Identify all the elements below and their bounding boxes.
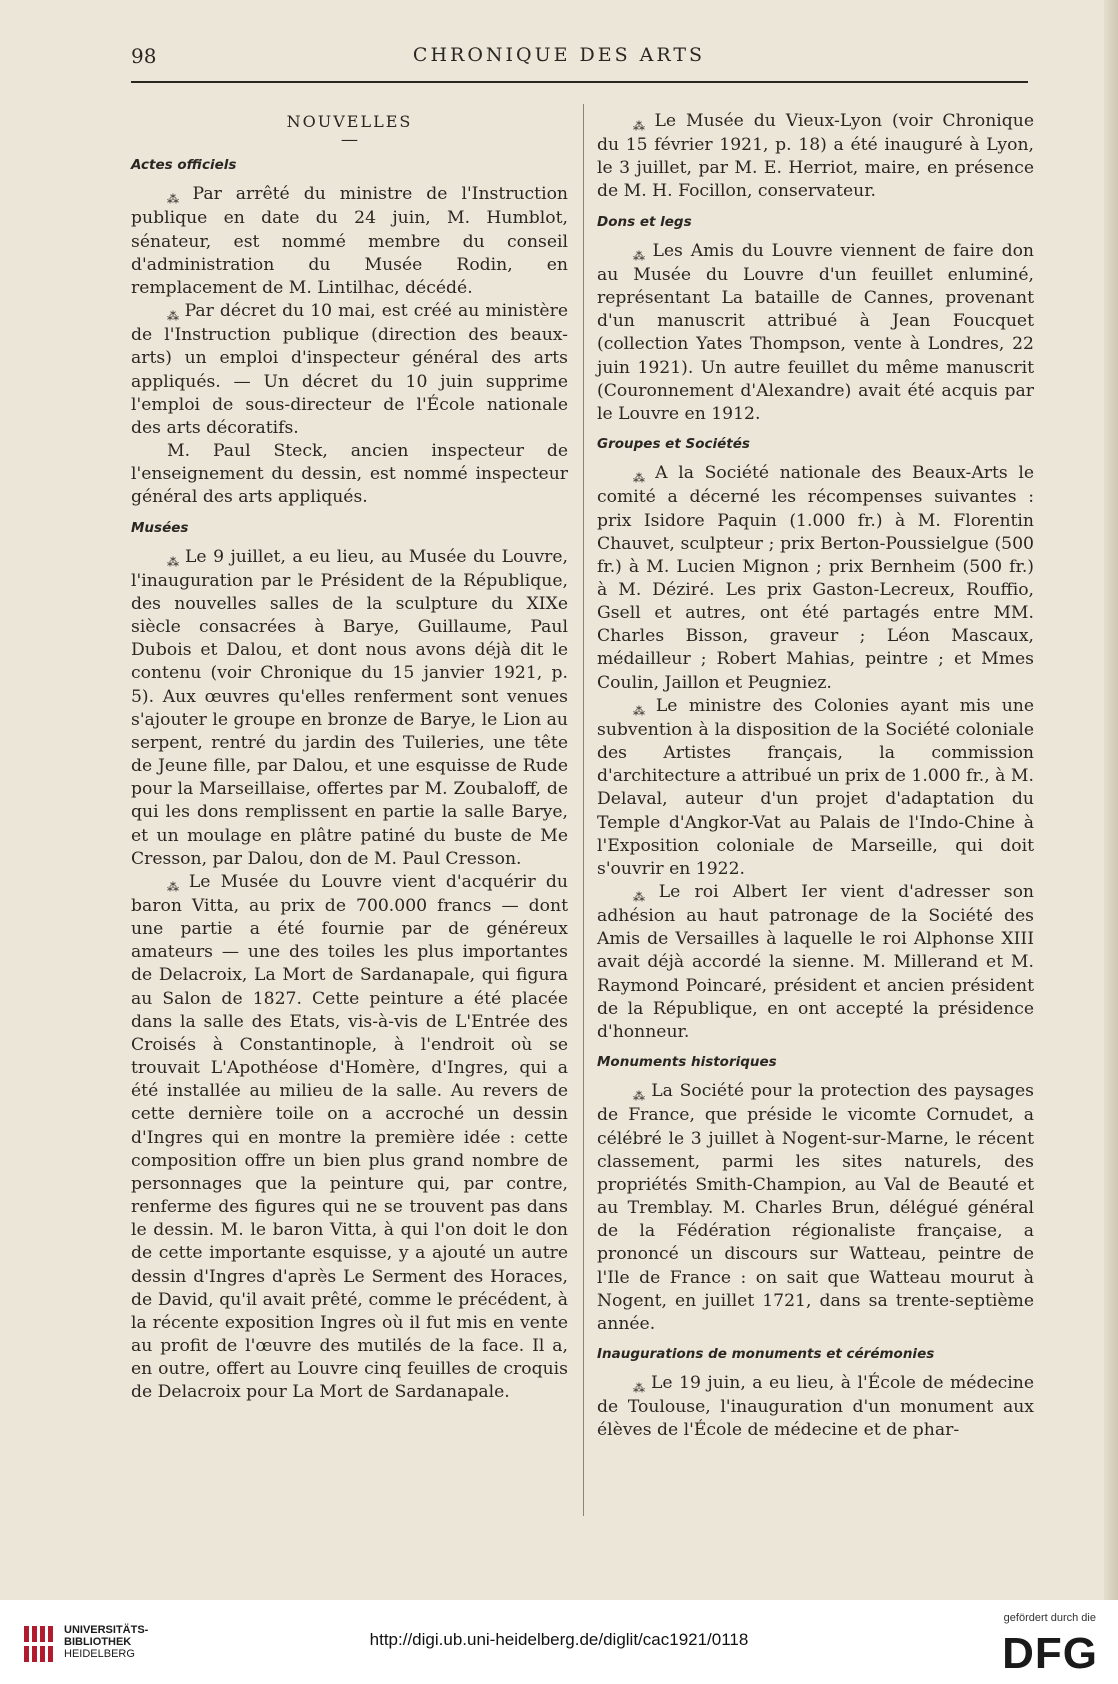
funding-note: gefördert durch die <box>1003 1612 1096 1624</box>
heading-groupes-et-societes: Groupes et Sociétés <box>597 436 750 453</box>
asterism-icon: ⁂ <box>633 248 647 263</box>
asterism-icon: ⁂ <box>633 119 649 133</box>
asterism-icon: ⁂ <box>633 471 650 486</box>
paragraph: $_⁂$ Les Amis du Louvre viennent de faire don au Musée du Louvre d'un feuillet enluminé, représentant La bataille de Cannes, provenant d'un manuscrit attribué à Jean Foucquet (collection Yates Thompson, vente à Londres, 22 juin 1921). Un autre feuillet du même manuscrit (Couronnement d'Alexandre) avait été acquis par le Louvre en 1912. <box>597 240 1034 424</box>
asterism-icon: ⁂ <box>633 890 653 904</box>
paragraph: M. Paul Steck, ancien inspecteur de l'enseignement du dessin, est nommé inspecteur général des arts appliqués. <box>131 441 568 508</box>
heading-inaugurations: Inaugurations de monuments et cérémonies <box>597 1345 935 1362</box>
page-edge <box>1104 0 1118 1600</box>
asterism-icon: ⁂ <box>167 309 179 324</box>
library-name: UNIVERSITÄTS- BIBLIOTHEK HEIDELBERG <box>64 1624 149 1660</box>
right-column <box>597 110 1034 1443</box>
permalink[interactable]: http://digi.ub.uni-heidelberg.de/diglit/cac1921/0118 <box>369 1630 749 1649</box>
dfg-logo: DFG <box>1002 1629 1098 1678</box>
paragraph: $_⁂$ Le roi Albert Ier vient d'adresser son adhésion au haut patronage de la Société des Amis de Versailles à laquelle le roi Alphonse XIII avait déjà accordé la sienne. M. Millerand et M. Raymond Poincaré, président et ancien président de la République, en ont accepté la présidence d'honneur. <box>597 882 1035 1042</box>
heading-actes-officiels: Actes officiels <box>131 157 237 174</box>
title-dash: — <box>340 130 359 151</box>
heading-dons-et-legs: Dons et legs <box>597 213 692 230</box>
asterism-icon: ⁂ <box>167 554 180 569</box>
heading-monuments-historiques: Monuments historiques <box>597 1054 777 1071</box>
asterism-icon: ⁂ <box>633 1089 646 1104</box>
paragraph: $_⁂$ A la Société nationale des Beaux-Arts le comité a décerné les récompenses suivantes : prix Isidore Paquin (1.000 fr.) à M. Florentin Chauvet, sculpteur ; prix Berton-Poussielgue (500 fr.) à M. Lucien Mignon ; prix Bernheim (500 fr.) à M. Déziré. Les prix Gaston-Lecreux, Rouffio, Gsell et autres, ont été partagés entre MM. Charles Bisson, graveur ; Léon Mascaux, médailleur ; Robert Mahias, peintre ; et Mmes Coulin, Jaillon et Peugniez. <box>597 463 1034 693</box>
asterism-icon: ⁂ <box>167 192 187 207</box>
section-title: NOUVELLES <box>286 112 413 131</box>
left-column <box>131 110 568 1404</box>
paragraph: $_⁂$ Le ministre des Colonies ayant mis une subvention à la disposition de la Société coloniale des Artistes français, la commission d'architecture a attribué un prix de 1.000 fr., à M. Delaval, auteur d'un projet d'adaptation du Temple d'Angkor-Vat au Palais de l'Indo-Chine à l'Exposition coloniale de Marseille, qui doit s'ouvrir en 1922. <box>597 695 1035 879</box>
paragraph: $_⁂$ Le 9 juillet, a eu lieu, au Musée du Louvre, l'inauguration par le Président de la République, des nouvelles salles de la sculpture du XIXe siècle consacrées à Barye, Guillaume, Paul Dubois et Dalou, et dont nous avons déjà dit le contenu (voir Chronique du 15 janvier 1921, p. 5). Aux œuvres qu'elles renferment sont venues s'ajouter le groupe en bronze de Barye, le Lion au serpent, rentré du jardin des Tuileries, une tête de Jeune fille, par Dalou, et une esquisse de Rude pour la Marseillaise, offertes par M. Zoubaloff, de qui les dons remplissent en partie la salle Barye, et un moulage en plâtre patiné du buste de Me Cresson, par Dalou, don de M. Paul Cresson. <box>131 546 569 869</box>
column-divider <box>583 104 584 1516</box>
asterism-icon: ⁂ <box>167 879 183 894</box>
paragraph: $_⁂$ Par arrêté du ministre de l'Instruction publique en date du 24 juin, M. Humblot, sénateur, est nommé membre du conseil d'administration du Musée Rodin, en remplacement de M. Lintilhac, décédé. <box>131 184 569 298</box>
asterism-icon: ⁂ <box>633 1381 645 1396</box>
paragraph: $_⁂$ La Société pour la protection des paysages de France, que préside le vicomte Cornudet, a célébré le 3 juillet à Nogent-sur-Marne, le récent classement, parmi les sites naturels, des propriétés Smith-Champion, au Val de Beauté et au Tremblay. M. Charles Brun, délégué général de la Fédération régionaliste française, a prononcé un discours sur Watteau, peintre de l'Ile de France : on sait que Watteau mourut à Nogent, en juillet 1721, dans sa trente-septième année. <box>597 1081 1034 1334</box>
heading-musees: Musées <box>131 519 189 536</box>
viewer-footer <box>0 1600 1118 1684</box>
paragraph: $_⁂$ Le Musée du Louvre vient d'acquérir du baron Vitta, au prix de 700.000 francs — dont une partie a été fournie par de généreux amateurs — une des toiles les plus importantes de Delacroix, La Mort de Sardanapale, qui figura au Salon de 1827. Cette peinture a été placée dans la salle des Etats, vis-à-vis de L'Entrée des Croisés à Constantinople, à l'endroit où se trouvait L'Apothéose d'Homère, d'Ingres, qui a été installée au milieu de la salle. Au revers de cette dernière toile on a accroché un dessin d'Ingres qui en montre la première idée : cette composition offre un bien plus grand nombre de personnages que la peinture qui, par contre, renferme des figures qui ne se trouvent pas dans le dessin. M. le baron Vitta, à qui l'on doit le don de cette importante esquisse, y a ajouté un autre dessin d'Ingres d'après Le Serment des Horaces, de David, qu'il avait prêté, comme le précédent, à la récente exposition Ingres où il fut mis en vente au profit de l'œuvre des mutilés de la face. Il a, en outre, offert au Louvre cinq feuilles de croquis de Delacroix pour La Mort de Sardanapale. <box>131 871 569 1403</box>
paragraph: $_⁂$ Par décret du 10 mai, est créé au ministère de l'Instruction publique (direction des beaux-arts) un emploi d'inspecteur général des arts appliqués. — Un décret du 10 juin supprime l'emploi de sous-directeur de l'École nationale des arts décoratifs. <box>131 301 568 438</box>
paragraph: $_⁂$ Le 19 juin, a eu lieu, à l'École de médecine de Toulouse, l'inauguration d'un monument aux élèves de l'École de médecine et de phar- <box>597 1373 1034 1441</box>
running-title: CHRONIQUE DES ARTS <box>412 44 706 66</box>
header-rule <box>131 81 1028 83</box>
paragraph: $_⁂$ Le Musée du Vieux-Lyon (voir Chronique du 15 février 1921, p. 18) a été inauguré à Lyon, le 3 juillet, par M. E. Herriot, maire, en présence de M. H. Focillon, conservateur. <box>597 111 1035 202</box>
page-number: 98 <box>131 44 157 68</box>
asterism-icon: ⁂ <box>633 703 650 718</box>
